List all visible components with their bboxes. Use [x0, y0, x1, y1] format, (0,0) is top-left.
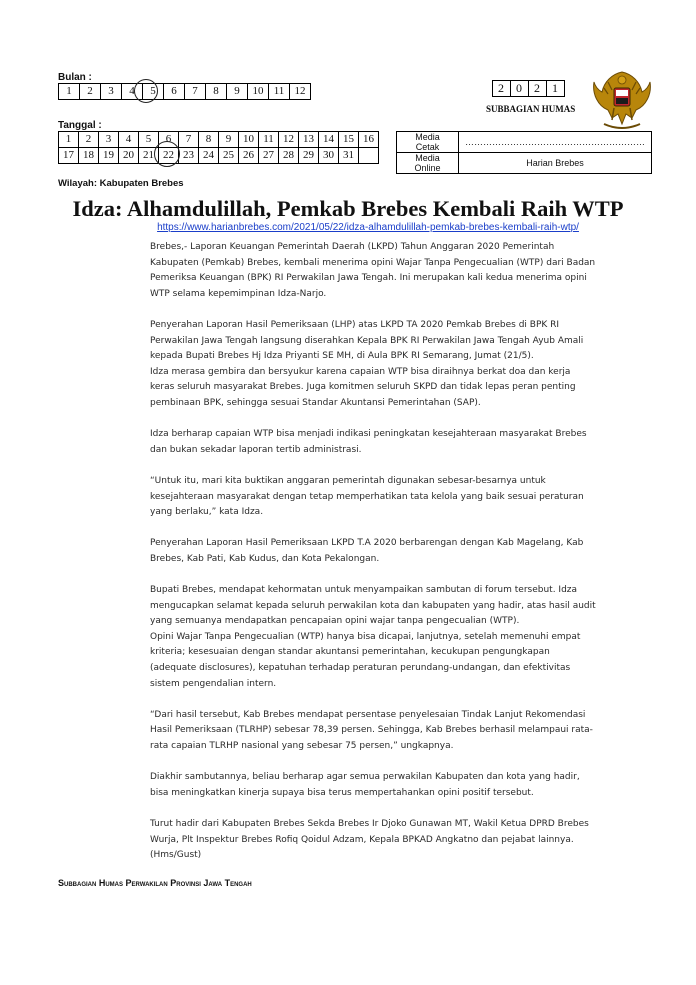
month-cell: 11 [269, 84, 290, 100]
day-cell: 12 [279, 132, 299, 148]
day-cell: 22 [159, 148, 179, 164]
month-cell: 3 [101, 84, 122, 100]
day-cell: 14 [319, 132, 339, 148]
garuda-emblem-icon [590, 68, 654, 134]
article-paragraph: Diakhir sambutannya, beliau berharap agar semua perwakilan Kabupaten dan kota yang hadir, bisa meningkatkan kinerja supaya bisa terus mempertahankan opini positif tersebut. [150, 772, 580, 798]
media-cetak-label: Media Cetak [397, 132, 459, 153]
day-cell: 25 [219, 148, 239, 164]
month-cell: 7 [185, 84, 206, 100]
article-paragraph: Brebes,- Laporan Keuangan Pemerintah Daerah (LKPD) Tahun Anggaran 2020 Pemerintah Kabupaten (Pemkab) Brebes, kembali menerima opini Wajar Tanpa Pengecualian (WTP) dari Badan Pemeriksa Keuangan (BPK) RI Perwakilan Jawa Tengah. Ini merupakan kali kedua menerima opini WTP selama kepemimpinan Idza-Narjo. [150, 242, 596, 299]
media-online-value: Harian Brebes [459, 153, 652, 174]
day-cell: 4 [119, 132, 139, 148]
month-cell: 10 [248, 84, 269, 100]
day-cell: 16 [359, 132, 379, 148]
year-digit: 2 [493, 81, 511, 97]
day-row [59, 132, 379, 148]
day-cell: 7 [179, 132, 199, 148]
day-row [59, 148, 379, 164]
day-cell: 10 [239, 132, 259, 148]
month-cell: 6 [164, 84, 185, 100]
day-cell: 31 [339, 148, 359, 164]
month-row [59, 84, 311, 100]
article-url-link[interactable]: https://www.harianbrebes.com/2021/05/22/idza-alhamdulillah-pemkab-brebes-kembali-raih-wtp/ [157, 222, 579, 233]
day-cell: 11 [259, 132, 279, 148]
article-body [150, 240, 596, 879]
article-paragraph: “Untuk itu, mari kita buktikan anggaran pemerintah digunakan sebesar-besarnya untuk kesejahteraan masyarakat dengan tetap memperhatikan tata kelola yang baik sesuai peraturan yang berlaku,” kata Idza. [150, 475, 584, 518]
month-cell: 4 [122, 84, 143, 100]
day-cell: 21 [139, 148, 159, 164]
month-cell: 5 [143, 84, 164, 100]
footer-text: Subbagian Humas Perwakilan Provinsi Jawa Tengah [58, 878, 252, 888]
day-cell: 26 [239, 148, 259, 164]
article-paragraph: Penyerahan Laporan Hasil Pemeriksaan (LHP) atas LKPD TA 2020 Pemkab Brebes di BPK RI Perwakilan Jawa Tengah langsung diserahkan Kepala BPK RI Perwakilan Jawa Tengah Ayub Amali kepada Bupati Brebes Hj Idza Priyanti SE MH, di Aula BPK RI Semarang, Jumat (21/5). Idza merasa gembira dan bersyukur karena capaian WTP bisa diraihnya berkat doa dan kerja keras seluruh masyarakat Brebes. Juga komitmen seluruh SKPD dan tidak lepas peran penting pembinaan BPK, sehingga sesuai Standar Akuntansi Pemerintahan (SAP). [150, 319, 584, 408]
day-cell: 1 [59, 132, 79, 148]
day-cell: 2 [79, 132, 99, 148]
month-grid [58, 83, 311, 100]
day-cell: 30 [319, 148, 339, 164]
article-paragraph: Idza berharap capaian WTP bisa menjadi indikasi peningkatan kesejahteraan masyarakat Brebes dan bukan sekadar laporan tertib administrasi. [150, 429, 587, 455]
day-cell: 20 [119, 148, 139, 164]
bulan-label: Bulan : [58, 72, 92, 83]
day-cell: 28 [279, 148, 299, 164]
day-cell: 17 [59, 148, 79, 164]
day-grid [58, 131, 379, 164]
media-cetak-value: …………………………………………………… [459, 132, 652, 153]
day-cell: 29 [299, 148, 319, 164]
media-row-online [397, 153, 652, 174]
article-paragraph: Penyerahan Laporan Hasil Pemeriksaan LKPD T.A 2020 berbarengan dengan Kab Magelang, Kab Brebes, Kab Pati, Kab Kudus, dan Kota Pekalongan. [150, 538, 584, 564]
article-title: Idza: Alhamdulillah, Pemkab Brebes Kembali Raih WTP [72, 196, 624, 221]
day-cell: 24 [199, 148, 219, 164]
day-cell: 9 [219, 132, 239, 148]
day-cell: 3 [99, 132, 119, 148]
media-row-cetak [397, 132, 652, 153]
article-paragraph: “Dari hasil tersebut, Kab Brebes mendapat persentase penyelesaian Tindak Lanjut Rekomendasi Hasil Pemeriksaan (TLRHP) sebesar 78,39 persen. Sehingga, Kab Brebes berhasil melampaui rata-rata capaian TLRHP nasional yang sebesar 75 persen,” ungkapnya. [150, 709, 593, 751]
department-label: SUBBAGIAN HUMAS [486, 104, 576, 114]
year-digit: 0 [511, 81, 529, 97]
month-cell: 1 [59, 84, 80, 100]
media-online-label: Media Online [397, 153, 459, 174]
article-paragraph: Turut hadir dari Kabupaten Brebes Sekda Brebes Ir Djoko Gunawan MT, Wakil Ketua DPRD Brebes Wurja, Plt Inspektur Brebes Rofiq Qoidul Adzam, Kepala BPKAD Angkatno dan pejabat lainnya. (Hms/Gust) [150, 818, 589, 861]
month-cell: 12 [290, 84, 311, 100]
article-paragraph: Bupati Brebes, mendapat kehormatan untuk menyampaikan sambutan di forum tersebut. Idza mengucapkan selamat kepada seluruh perwakilan kota dan kabupaten yang hadir, atas hasil audit yang semuanya mendapatkan pencapaian opini wajar tanpa pengecualian (WTP). Opini Wajar Tanpa Pengecualian (WTP) hanya bisa dicapai, lanjutnya, setelah memenuhi empat kriteria; kesesuaian dengan standar akuntansi pemerintahan, kecukupan pengungkapan (adequate disclosures), kepatuhan terhadap peraturan perundang-undangan, dan efektivitas sistem pengendalian intern. [150, 585, 596, 689]
month-cell: 2 [80, 84, 101, 100]
month-cell: 8 [206, 84, 227, 100]
day-cell: 13 [299, 132, 319, 148]
tanggal-label: Tanggal : [58, 120, 102, 131]
day-cell: 15 [339, 132, 359, 148]
day-cell: 6 [159, 132, 179, 148]
day-cell [359, 148, 379, 164]
wilayah-label: Wilayah: Kabupaten Brebes [58, 178, 184, 189]
year-row [493, 81, 565, 97]
day-cell: 18 [79, 148, 99, 164]
month-cell: 9 [227, 84, 248, 100]
year-digit: 1 [547, 81, 565, 97]
selected-day-marker [154, 141, 180, 167]
year-box [492, 80, 565, 97]
day-cell: 27 [259, 148, 279, 164]
day-cell: 5 [139, 132, 159, 148]
media-table [396, 131, 652, 174]
day-cell: 8 [199, 132, 219, 148]
year-digit: 2 [529, 81, 547, 97]
day-cell: 19 [99, 148, 119, 164]
day-cell: 23 [179, 148, 199, 164]
selected-month-marker [134, 79, 158, 103]
